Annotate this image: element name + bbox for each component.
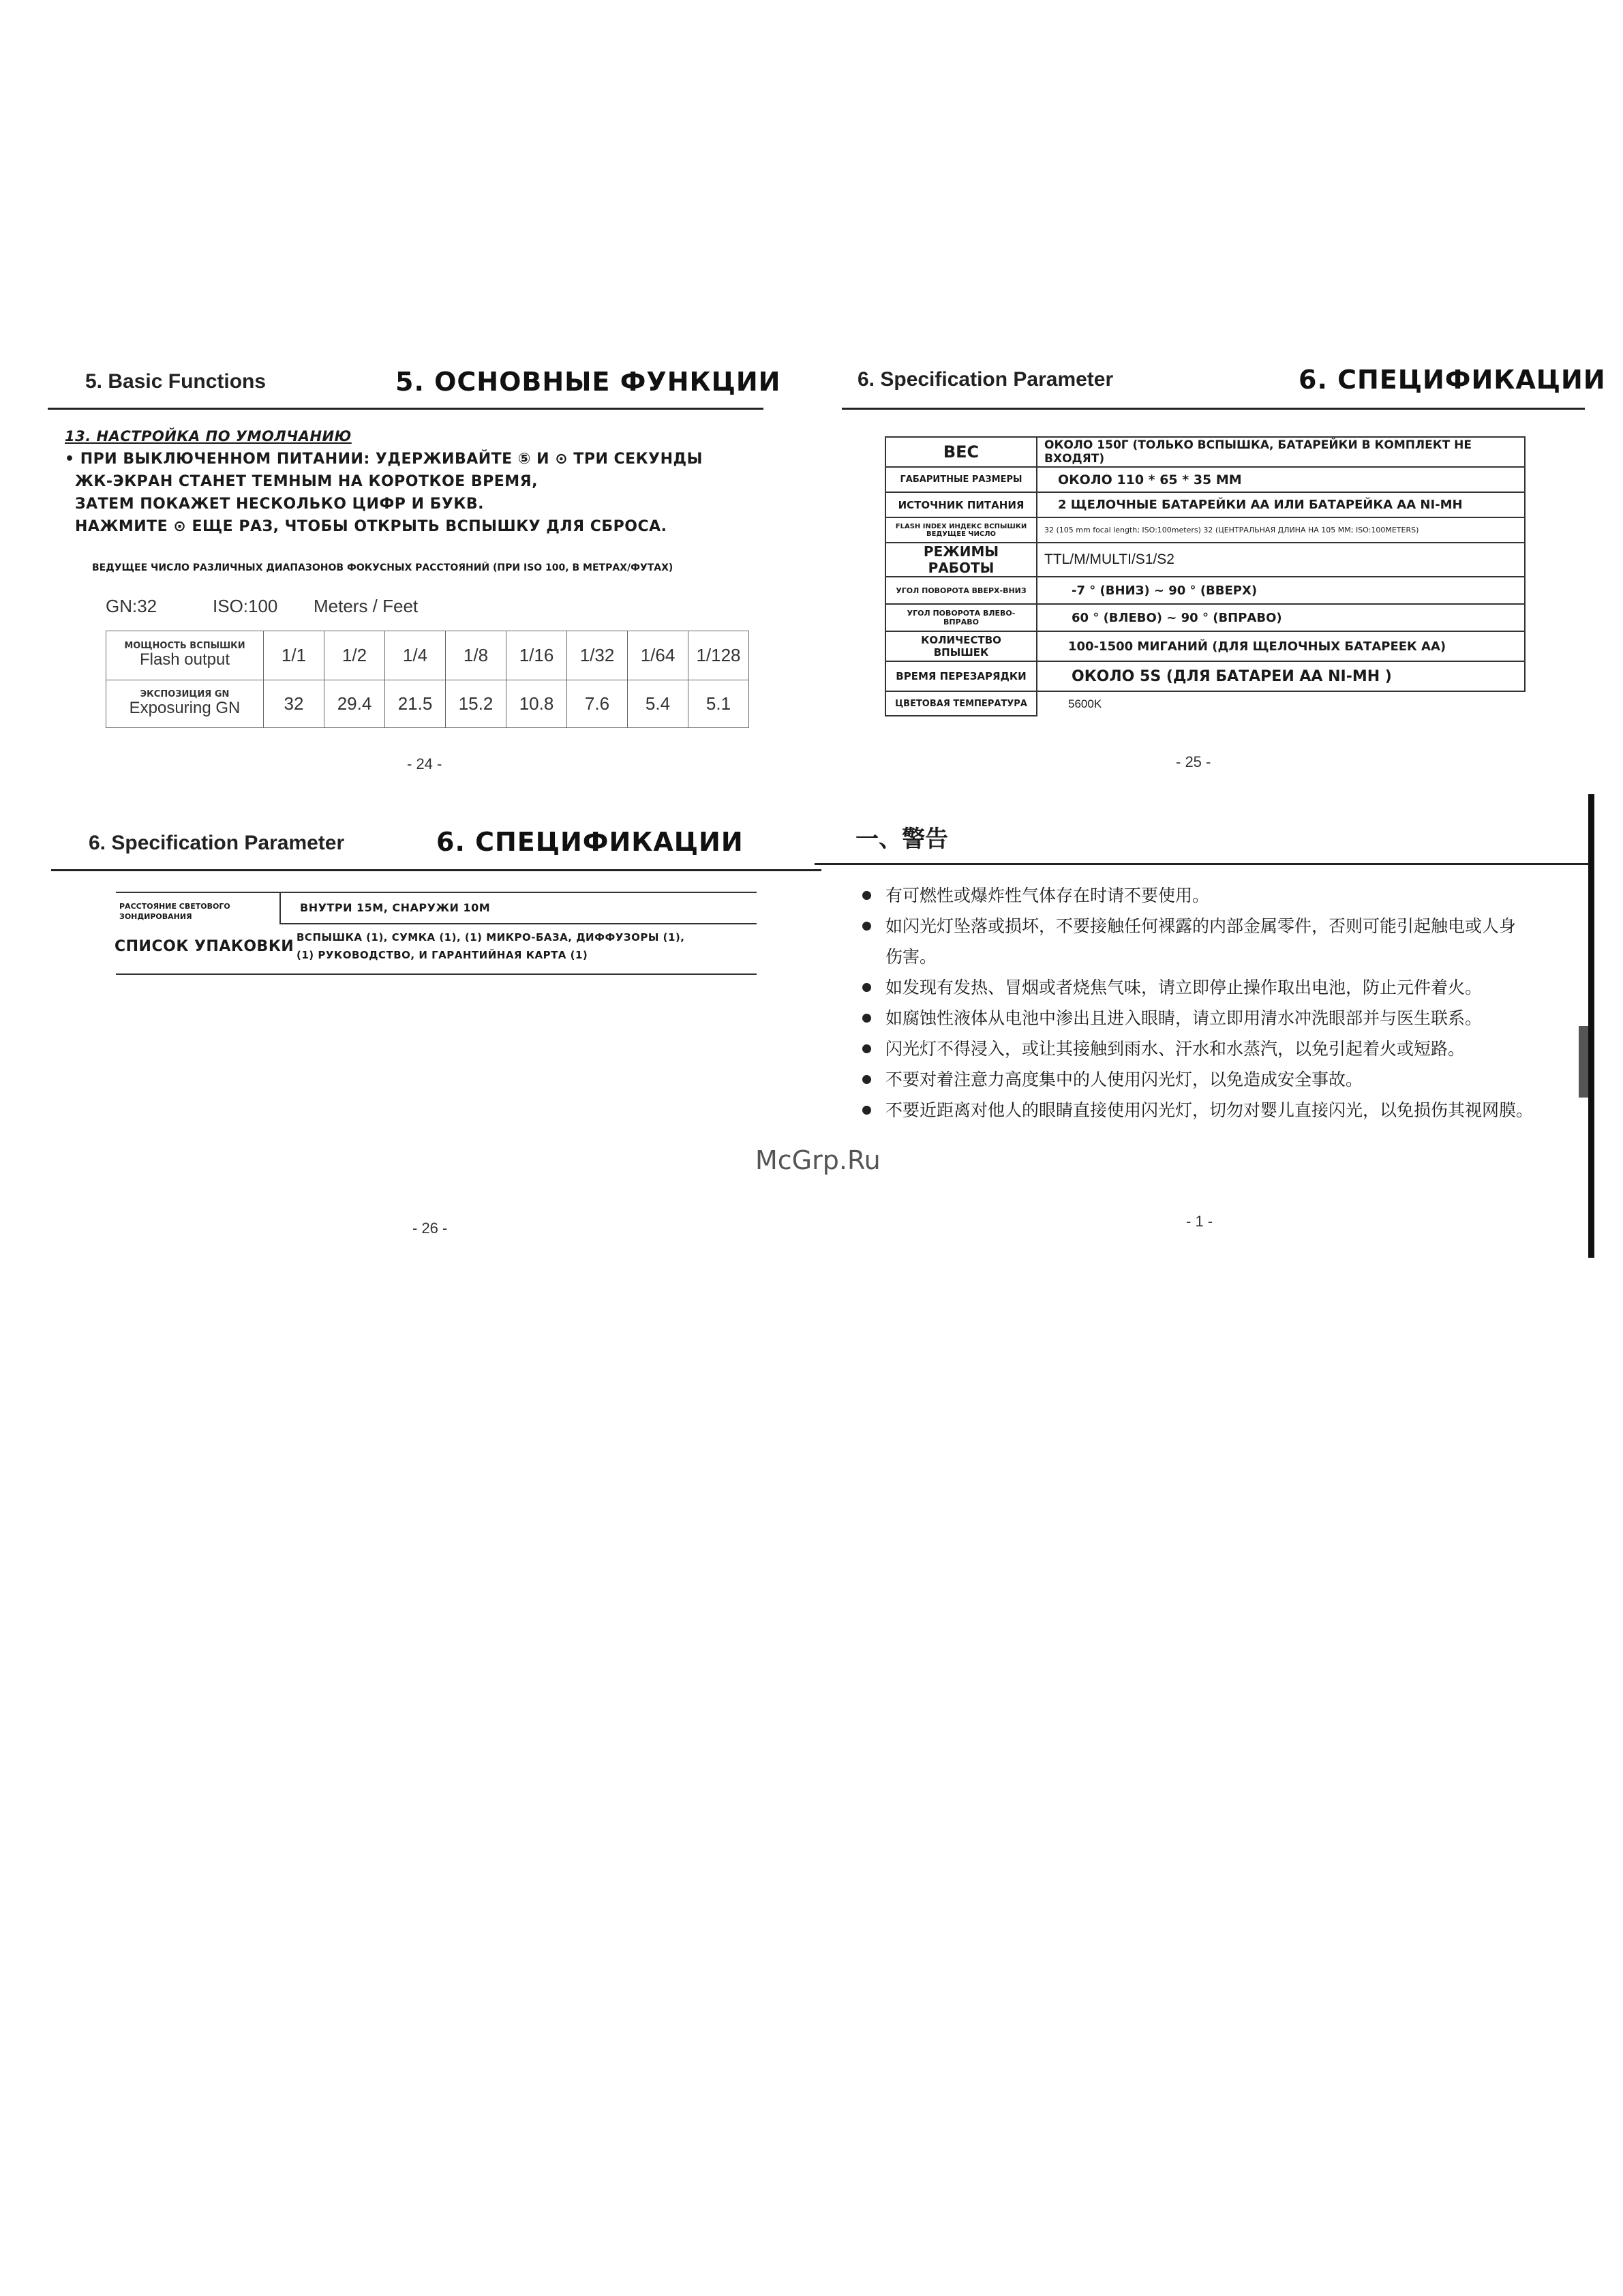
p24-header-en: 5. Basic Functions xyxy=(85,370,267,393)
spec-value: 100-1500 МИГАНИЙ (ДЛЯ ЩЕЛОЧНЫХ БАТАРЕЕК АА) xyxy=(1037,631,1525,661)
warning-item xyxy=(862,1003,1585,1033)
spec-key: ЦВЕТОВАЯ ТЕМПЕРАТУРА xyxy=(885,691,1037,716)
spec-value: -7 ° (ВНИЗ) ~ 90 ° (ВВЕРХ) xyxy=(1037,577,1525,604)
spec-row xyxy=(885,543,1525,577)
bullet-icon xyxy=(862,1075,871,1084)
p24-iso-label: ISO:100 xyxy=(213,596,278,616)
p24-gn-label: GN:32 xyxy=(106,596,157,616)
p24-gn-heading: ВЕДУЩЕЕ ЧИСЛО РАЗЛИЧНЫХ ДИАПАЗОНОВ ФОКУСНЫХ РАССТОЯНИЙ (ПРИ ISO 100, В МЕТРАХ/ФУТАХ) xyxy=(92,562,673,573)
p1-right-edge-bar xyxy=(1588,794,1594,1258)
gn-table xyxy=(106,631,749,728)
p26-header-en: 6. Specification Parameter xyxy=(89,832,345,854)
spec-value: TTL/M/MULTI/S1/S2 xyxy=(1037,543,1525,577)
spec-row xyxy=(885,577,1525,604)
spec-key: ИСТОЧНИК ПИТАНИЯ xyxy=(885,492,1037,517)
p26-table-bottom-rule xyxy=(116,973,757,975)
spec-key: FLASH INDEX ИНДЕКС ВСПЫШКИ ВЕДУЩЕЕ ЧИСЛО xyxy=(885,517,1037,543)
p26-table-top-rule xyxy=(116,892,757,893)
exposuring-gn-label-ru: ЭКСПОЗИЦИЯ GN xyxy=(140,689,230,700)
spec-row xyxy=(885,467,1525,492)
bullet-icon xyxy=(862,891,871,900)
output-cell: 1/16 xyxy=(506,631,567,680)
p26-page-number: - 26 - xyxy=(412,1220,448,1237)
spec-value: ОКОЛО 5S (ДЛЯ БАТАРЕИ АА NI-MH ) xyxy=(1037,661,1525,691)
flash-output-label xyxy=(106,631,264,680)
p24-line3: ЗАТЕМ ПОКАЖЕТ НЕСКОЛЬКО ЦИФР И БУКВ. xyxy=(75,496,484,513)
spec-row xyxy=(885,631,1525,661)
gn-cell: 5.1 xyxy=(688,680,749,728)
exposuring-gn-label xyxy=(106,680,264,728)
bullet-icon xyxy=(862,1044,871,1053)
p25-header-ru: 6. СПЕЦИФИКАЦИИ xyxy=(1299,365,1606,395)
p26-header-ru: 6. СПЕЦИФИКАЦИИ xyxy=(436,827,744,857)
p25-header-rule xyxy=(842,408,1585,410)
gn-table-row-output xyxy=(106,631,749,680)
gn-cell: 29.4 xyxy=(324,680,385,728)
spec-row xyxy=(885,661,1525,691)
gn-cell: 7.6 xyxy=(567,680,628,728)
warning-item xyxy=(862,911,1585,941)
warning-text: 不要近距离对他人的眼睛直接使用闪光灯，切勿对婴儿直接闪光，以免损伤其视网膜。 xyxy=(885,1100,1534,1120)
warning-item-continuation xyxy=(862,941,1585,972)
output-cell: 1/1 xyxy=(264,631,324,680)
p25-spec-table xyxy=(885,436,1526,716)
spec-row xyxy=(885,437,1525,467)
spec-key: УГОЛ ПОВОРОТА ВВЕРХ-ВНИЗ xyxy=(885,577,1037,604)
p26-row1-divider xyxy=(279,893,281,923)
p26-header-rule xyxy=(51,869,821,871)
warning-list xyxy=(862,880,1585,1126)
warning-item xyxy=(862,880,1585,911)
gn-cell: 10.8 xyxy=(506,680,567,728)
bullet-icon xyxy=(862,922,871,931)
p24-line4: НАЖМИТЕ ⊙ ЕЩЕ РАЗ, ЧТОБЫ ОТКРЫТЬ ВСПЫШКУ ДЛЯ СБРОСА. xyxy=(75,518,667,535)
output-cell: 1/32 xyxy=(567,631,628,680)
gn-table-row-gn xyxy=(106,680,749,728)
warning-text: 伤害。 xyxy=(885,947,937,967)
gn-cell: 15.2 xyxy=(446,680,506,728)
p24-line1: • ПРИ ВЫКЛЮЧЕННОМ ПИТАНИИ: УДЕРЖИВАЙТЕ ⑤ И ⊙ ТРИ СЕКУНДЫ xyxy=(65,451,703,468)
output-cell: 1/8 xyxy=(446,631,506,680)
spec-row xyxy=(885,492,1525,517)
p24-header-rule xyxy=(48,408,763,410)
spec-row xyxy=(885,604,1525,631)
bullet-icon xyxy=(862,1106,871,1115)
p24-line2: ЖК-ЭКРАН СТАНЕТ ТЕМНЫМ НА КОРОТКОЕ ВРЕМЯ, xyxy=(75,473,538,490)
gn-cell: 21.5 xyxy=(385,680,446,728)
spec-value: 2 ЩЕЛОЧНЫЕ БАТАРЕЙКИ АА ИЛИ БАТАРЕЙКА АА NI-MH xyxy=(1037,492,1525,517)
p26-row2-value-line1: ВСПЫШКА (1), СУМКА (1), (1) МИКРО-БАЗА, ДИФФУЗОРЫ (1), xyxy=(297,931,685,943)
bullet-icon xyxy=(862,983,871,992)
output-cell: 1/128 xyxy=(688,631,749,680)
gn-cell: 5.4 xyxy=(628,680,688,728)
warning-item xyxy=(862,972,1585,1003)
warning-text: 不要对着注意力高度集中的人使用闪光灯，以免造成安全事故。 xyxy=(885,1070,1363,1089)
warning-item xyxy=(862,1033,1585,1064)
p24-units-label: Meters / Feet xyxy=(314,596,419,616)
spec-value: 5600K xyxy=(1068,697,1102,710)
spec-value: 60 ° (ВЛЕВО) ~ 90 ° (ВПРАВО) xyxy=(1037,604,1525,631)
spec-key: ВЕС xyxy=(885,437,1037,467)
p25-header-en: 6. Specification Parameter xyxy=(858,368,1114,391)
warning-item xyxy=(862,1064,1585,1095)
flash-output-label-ru: МОЩНОСТЬ ВСПЫШКИ xyxy=(124,641,245,652)
spec-value: 32 (105 mm focal length; ISO:100meters) 32 (ЦЕНТРАЛЬНАЯ ДЛИНА НА 105 ММ; ISO:100METERS) xyxy=(1037,517,1525,543)
exposuring-gn-label-en: Exposuring GN xyxy=(129,699,241,718)
spec-key: УГОЛ ПОВОРОТА ВЛЕВО-ВПРАВО xyxy=(885,604,1037,631)
p26-row1-value: ВНУТРИ 15М, СНАРУЖИ 10М xyxy=(300,901,491,914)
output-cell: 1/64 xyxy=(628,631,688,680)
p26-row2-value-line2: (1) РУКОВОДСТВО, И ГАРАНТИЙНАЯ КАРТА (1) xyxy=(297,949,588,961)
spec-row xyxy=(885,517,1525,543)
p25-page-number: - 25 - xyxy=(1176,753,1211,770)
spec-key: КОЛИЧЕСТВО ВПЫШЕК xyxy=(885,631,1037,661)
output-cell: 1/2 xyxy=(324,631,385,680)
p26-row1-key: РАССТОЯНИЕ СВЕТОВОГО ЗОНДИРОВАНИЯ xyxy=(119,902,230,921)
warning-text: 如腐蚀性液体从电池中渗出且进入眼睛，请立即用清水冲洗眼部并与医生联系。 xyxy=(885,1008,1483,1028)
p26-row2-key: СПИСОК УПАКОВКИ xyxy=(115,938,294,955)
spec-key: ВРЕМЯ ПЕРЕЗАРЯДКИ xyxy=(885,661,1037,691)
p24-header-ru: 5. ОСНОВНЫЕ ФУНКЦИИ xyxy=(395,367,781,397)
watermark: McGrp.Ru xyxy=(755,1145,881,1175)
spec-row xyxy=(885,691,1525,716)
p26-row1-rule xyxy=(279,923,757,924)
p1-header: 一、警告 xyxy=(855,826,948,853)
warning-text: 如闪光灯坠落或损坏，不要接触任何裸露的内部金属零件，否则可能引起触电或人身 xyxy=(885,916,1517,936)
bullet-icon xyxy=(862,1014,871,1023)
output-cell: 1/4 xyxy=(385,631,446,680)
spec-key: РЕЖИМЫ РАБОТЫ xyxy=(885,543,1037,577)
p24-page-number: - 24 - xyxy=(407,755,442,772)
gn-cell: 32 xyxy=(264,680,324,728)
flash-output-label-en: Flash output xyxy=(139,650,230,669)
warning-item xyxy=(862,1095,1585,1126)
spec-value: ОКОЛО 110 * 65 * 35 ММ xyxy=(1037,467,1525,492)
spec-key: ГАБАРИТНЫЕ РАЗМЕРЫ xyxy=(885,467,1037,492)
warning-text: 闪光灯不得浸入，或让其接触到雨水、汗水和水蒸汽，以免引起着火或短路。 xyxy=(885,1039,1466,1059)
p1-header-rule xyxy=(815,863,1588,865)
warning-text: 有可燃性或爆炸性气体存在时请不要使用。 xyxy=(885,886,1210,905)
spec-value: ОКОЛО 150Г (ТОЛЬКО ВСПЫШКА, БАТАРЕЙКИ В КОМПЛЕКТ НЕ ВХОДЯТ) xyxy=(1037,437,1525,467)
p1-page-number: - 1 - xyxy=(1186,1213,1213,1230)
warning-text: 如发现有发热、冒烟或者烧焦气味，请立即停止操作取出电池，防止元件着火。 xyxy=(885,978,1483,997)
p24-section-title: 13. НАСТРОЙКА ПО УМОЛЧАНИЮ xyxy=(65,428,352,444)
